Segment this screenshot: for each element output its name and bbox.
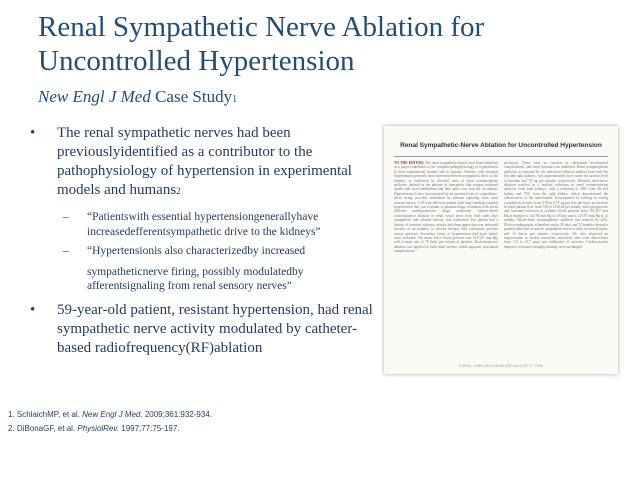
references [8, 408, 212, 436]
sub-bullet-quote-2 [63, 244, 375, 294]
sub-bullet-quote-1 [63, 210, 375, 239]
bullet-renal-nerves [30, 124, 375, 201]
slide-title: Renal Sympathetic Nerve Ablation for Uncontrolled Hypertension [38, 11, 485, 77]
reference-citation: 1997;77:75-197. [119, 424, 180, 433]
article-lead: TO THE EDITOR: [394, 161, 425, 165]
bullet-text: The renal sympathetic nerves had been previouslyidentified as a contributor to the pathophysiology of hypertension in experimental models and humans [57, 125, 352, 198]
dash-icon: – [63, 211, 69, 223]
bullet-patient-case [30, 301, 375, 358]
article-column-left [394, 161, 498, 357]
article-divider [394, 156, 608, 157]
reference-authors: 2. DiBonaGF, et al. [8, 424, 78, 433]
article-columns [394, 161, 608, 357]
slide-subtitle [38, 87, 237, 107]
bullet-footnote: 2 [176, 186, 181, 196]
bullet-list [30, 124, 375, 358]
sub-bullet-text-line-1: “Hypertensionis also characterizedby increased [87, 245, 306, 257]
reference-2 [8, 422, 212, 436]
reference-journal: PhysiolRev. [77, 424, 120, 433]
reference-citation: . 2009;361:932-934. [140, 410, 212, 419]
bullet-icon: • [30, 125, 36, 141]
subtitle-footnote: 1 [232, 94, 238, 105]
bullet-text: 59-year-old patient, resistant hypertension, had renal sympathetic nerve activity modulated by catheter-based radiofrequency(RF)ablation [57, 301, 373, 356]
sub-bullet-text: “Patientswith essential hypertensiongenerallyhave increasedefferentsympathetic drive to the kidneys” [87, 211, 321, 238]
sub-bullet-text-line-2: sympatheticnerve firing, possibly modulatedby afferentsignaling from renal sensory nerves” [87, 265, 304, 292]
article-image [384, 126, 618, 374]
reference-1 [8, 408, 212, 422]
article-footer: N ENGL J MED 361;9 NEJM.ORG AUGUST 27, 2009 [459, 364, 543, 368]
dash-icon: – [63, 245, 69, 257]
article-column-text: The renal sympathetic nerves have been identified as a major contributor to the complex pathophysiology of hypertension in both experimental models and in humans. Patients with essential hypertension generally have increased efferent sympathetic drive to the kidneys, as evidenced by elevated rates of renal norepinephrine spillover, defined as the amount of transmitter that escapes neuronal uptake and local metabolism and thus spills over into the circulation. Hypertension is also characterized by an increased rate of sympathetic-nerve firing, possibly modulated by afferent signaling from renal sensory nerves. A 59-year-old male patient with long-standing essential hypertension that was resistant to pharmacologic treatment with seven different antihypertensive drugs underwent catheter-based radiofrequency ablation in renal vessel areas from both sides after sympathetic and afferent activity was confirmed. The patient had a history of transient ischemic attacks and sleep apnea that was untreated because of an inability to tolerate therapy with continuous positive airway pressure. Secondary forms of hypertension and heart failure were excluded. The mean office blood pressure was 161/107 mm Hg, with a heart rate of 76 beats per minute at baseline. Radiofrequency ablation was applied to both renal arteries within apparent procedural complications. [394, 161, 498, 254]
sub-bullet-list [30, 210, 375, 294]
subtitle-journal: New Engl J Med [38, 87, 151, 106]
article-column-right: plications. There were no vascular or subsequent biochemical complications, and renal function was unaltered. Renal norepinephrine spillover, as assessed by the radiotracer dilution method from both the left and right kidneys, was approximately three times the normal level at baseline and 79 ng per minute, respectively. Bilateral renal-nerve ablation resulted in a marked reduction in renal norepinephrine spillover from both kidneys, with a reduction of 48% from the left kidney and 75% from the right kidney, which demonstrated the effectiveness of the intervention. Accompanied by halving of resting sympathetic activity from 0.90 to 0.55 μg per liter per hour, an increase in renal plasma flow from 720 to 1130 ml per minute, and a progressive and sustained reduction in systemic blood pressure from 161/107 mm Hg at baseline to 141/90 mm Hg at 30 days and to 127/81 mm Hg at 12 months. Whole-body norepinephrine spillover was reduced by 42%. Electrocardiography at baseline and at 30 days and 12 months showed a gradual reduction in muscle sympathetic-nerve activity in several limbs, and 13 bursts per minute, respectively. We also observed an improvement in cardiac baroreflex sensitivity after renal denervation from 7.6 to 11.7 msec per millimeter of mercury. Cardiovascular magnetic resonance imaging findings were unchanged. [504, 161, 608, 249]
reference-authors: 1. SchlaichMP, et al. [8, 410, 83, 419]
subtitle-rest: Case Study [150, 87, 233, 106]
article-title: Renal Sympathetic-Nerve Ablation for Uncontrolled Hypertension [400, 142, 602, 149]
bullet-icon: • [30, 301, 36, 318]
reference-journal: New Engl J Med [82, 410, 141, 419]
